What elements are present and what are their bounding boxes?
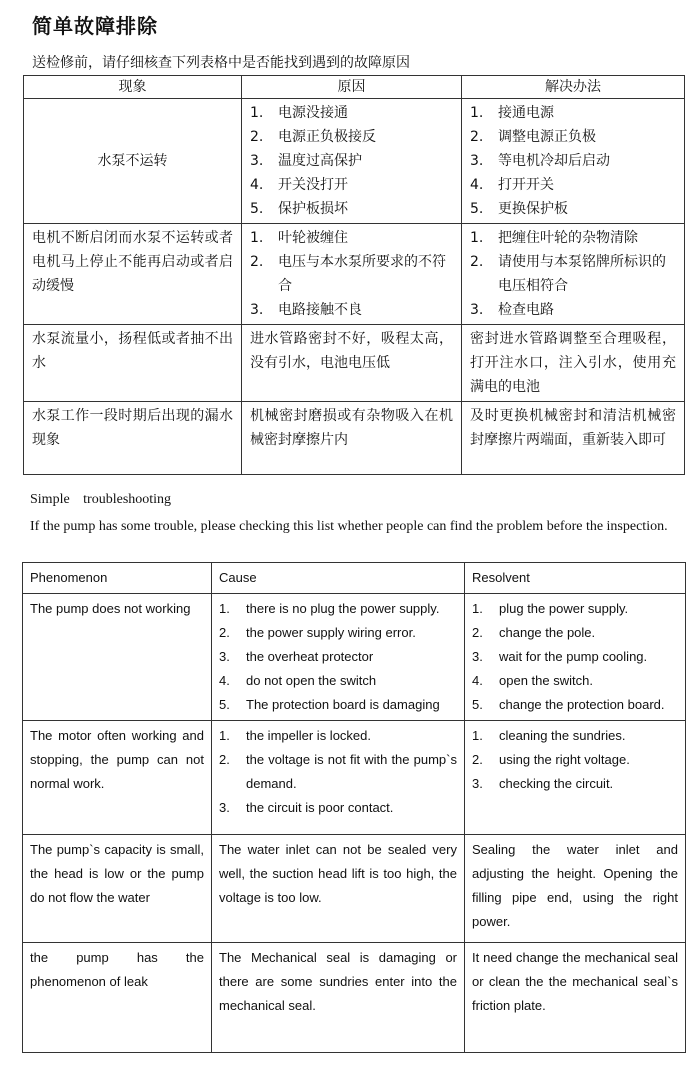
header-cause: 原因 — [242, 76, 462, 99]
phenomenon-cell: The pump`s capacity is small, the head is low or the pump do not flow the water — [23, 835, 212, 943]
phenomenon-cell: 电机不断启闭而水泵不运转或者电机马上停止不能再启动或者启动缓慢 — [24, 224, 242, 325]
list-item: 3. 电路接触不良 — [250, 302, 362, 318]
table-header-row — [24, 76, 685, 99]
solution-cell — [462, 224, 685, 325]
list-item: 3. the overheat protector — [219, 649, 374, 664]
phenomenon-cell: 水泵工作一段时期后出现的漏水现象 — [24, 402, 242, 475]
list-item: 4. 开关没打开 — [250, 177, 348, 193]
list-item: 1. cleaning the sundries. — [472, 728, 626, 743]
header-cause: Cause — [212, 563, 465, 594]
list-item: 1. the impeller is locked. — [219, 728, 371, 743]
intro-text-cn: 送检修前，请仔细核查下列表格中是否能找到遇到的故障原因 — [32, 55, 410, 71]
phenomenon-cell: The pump does not working — [23, 594, 212, 721]
list-item: 4. open the switch. — [472, 673, 593, 688]
list-item: 1. 接通电源 — [470, 105, 554, 121]
phenomenon-cell: 水泵流量小，扬程低或者抽不出水 — [24, 325, 242, 402]
table-row — [24, 402, 685, 475]
header-solution: Resolvent — [465, 563, 686, 594]
list-item: 5. 保护板损坏 — [250, 201, 348, 217]
cause-cell: 机械密封磨损或有杂物吸入在机械密封摩擦片内 — [242, 402, 462, 475]
solution-cell — [465, 594, 686, 721]
section-title-en: Simple troubleshooting — [30, 492, 172, 507]
header-solution: 解决办法 — [462, 76, 685, 99]
cause-cell: The water inlet can not be sealed very well, the suction head lift is too high, the voltage is too low. — [212, 835, 465, 943]
phenomenon-cell: the pump has the phenomenon of leak — [23, 943, 212, 1053]
list-item: 5. The protection board is damaging — [219, 697, 440, 712]
header-phenomenon: 现象 — [24, 76, 242, 99]
list-item: 1. plug the power supply. — [472, 601, 629, 616]
cause-cell: 进水管路密封不好，吸程太高，没有引水，电池电压低 — [242, 325, 462, 402]
list-item: 2. 电源正负极接反 — [250, 129, 376, 145]
solution-cell: Sealing the water inlet and adjusting the height. Opening the filling pipe end, using the right power. — [465, 835, 686, 943]
list-item: 2. the power supply wiring error. — [219, 625, 416, 640]
phenomenon-cell: 水泵不运转 — [24, 99, 242, 224]
cause-cell — [212, 594, 465, 721]
troubleshooting-table-en — [22, 562, 686, 1053]
table-row — [24, 99, 685, 224]
cause-cell: The Mechanical seal is damaging or there are some sundries enter into the mechanical seal. — [212, 943, 465, 1053]
list-item: 4. 打开开关 — [470, 177, 554, 193]
list-item: 3. the circuit is poor contact. — [219, 800, 394, 815]
table-row — [23, 721, 686, 835]
list-item: 1. 把缠住叶轮的杂物清除 — [470, 230, 638, 246]
cause-cell — [212, 721, 465, 835]
list-item: 5. 更换保护板 — [470, 201, 568, 217]
page-title: 简单故障排除 — [32, 14, 158, 38]
list-item: 5. change the protection board. — [472, 697, 665, 712]
intro-text-en: If the pump has some trouble, please checking this list whether people can find the problem before the inspection. — [30, 519, 668, 534]
table-row — [23, 594, 686, 721]
header-phenomenon: Phenomenon — [23, 563, 212, 594]
list-item: 3. checking the circuit. — [472, 776, 614, 791]
table-row — [23, 835, 686, 943]
solution-cell — [465, 721, 686, 835]
table-row — [24, 224, 685, 325]
table-header-row — [23, 563, 686, 594]
solution-cell: It need change the mechanical seal or clean the the mechanical seal`s friction plate. — [465, 943, 686, 1053]
cause-cell — [242, 99, 462, 224]
list-item: 2. 电压与本水泵所要求的不符合 — [250, 254, 446, 294]
table-row — [23, 943, 686, 1053]
list-item: 1. there is no plug the power supply. — [219, 601, 440, 616]
list-item: 3. 检查电路 — [470, 302, 554, 318]
solution-cell — [462, 99, 685, 224]
list-item: 2. 请使用与本泵铭牌所标识的电压相符合 — [470, 254, 666, 294]
list-item: 2. the voltage is not fit with the pump`s demand. — [219, 752, 457, 791]
solution-cell: 密封进水管路调整至合理吸程，打开注水口，注入引水，使用充满电的电池 — [462, 325, 685, 402]
list-item: 3. 等电机冷却后启动 — [470, 153, 610, 169]
cause-cell — [242, 224, 462, 325]
phenomenon-cell: The motor often working and stopping, the pump can not normal work. — [23, 721, 212, 835]
list-item: 1. 电源没接通 — [250, 105, 348, 121]
list-item: 2. using the right voltage. — [472, 752, 630, 767]
list-item: 3. wait for the pump cooling. — [472, 649, 648, 664]
list-item: 2. change the pole. — [472, 625, 596, 640]
list-item: 3. 温度过高保护 — [250, 153, 362, 169]
list-item: 1. 叶轮被缠住 — [250, 230, 348, 246]
troubleshooting-table-cn — [23, 75, 685, 475]
table-row — [24, 325, 685, 402]
list-item: 4. do not open the switch — [219, 673, 377, 688]
list-item: 2. 调整电源正负极 — [470, 129, 596, 145]
solution-cell: 及时更换机械密封和清洁机械密封摩擦片两端面，重新装入即可 — [462, 402, 685, 475]
